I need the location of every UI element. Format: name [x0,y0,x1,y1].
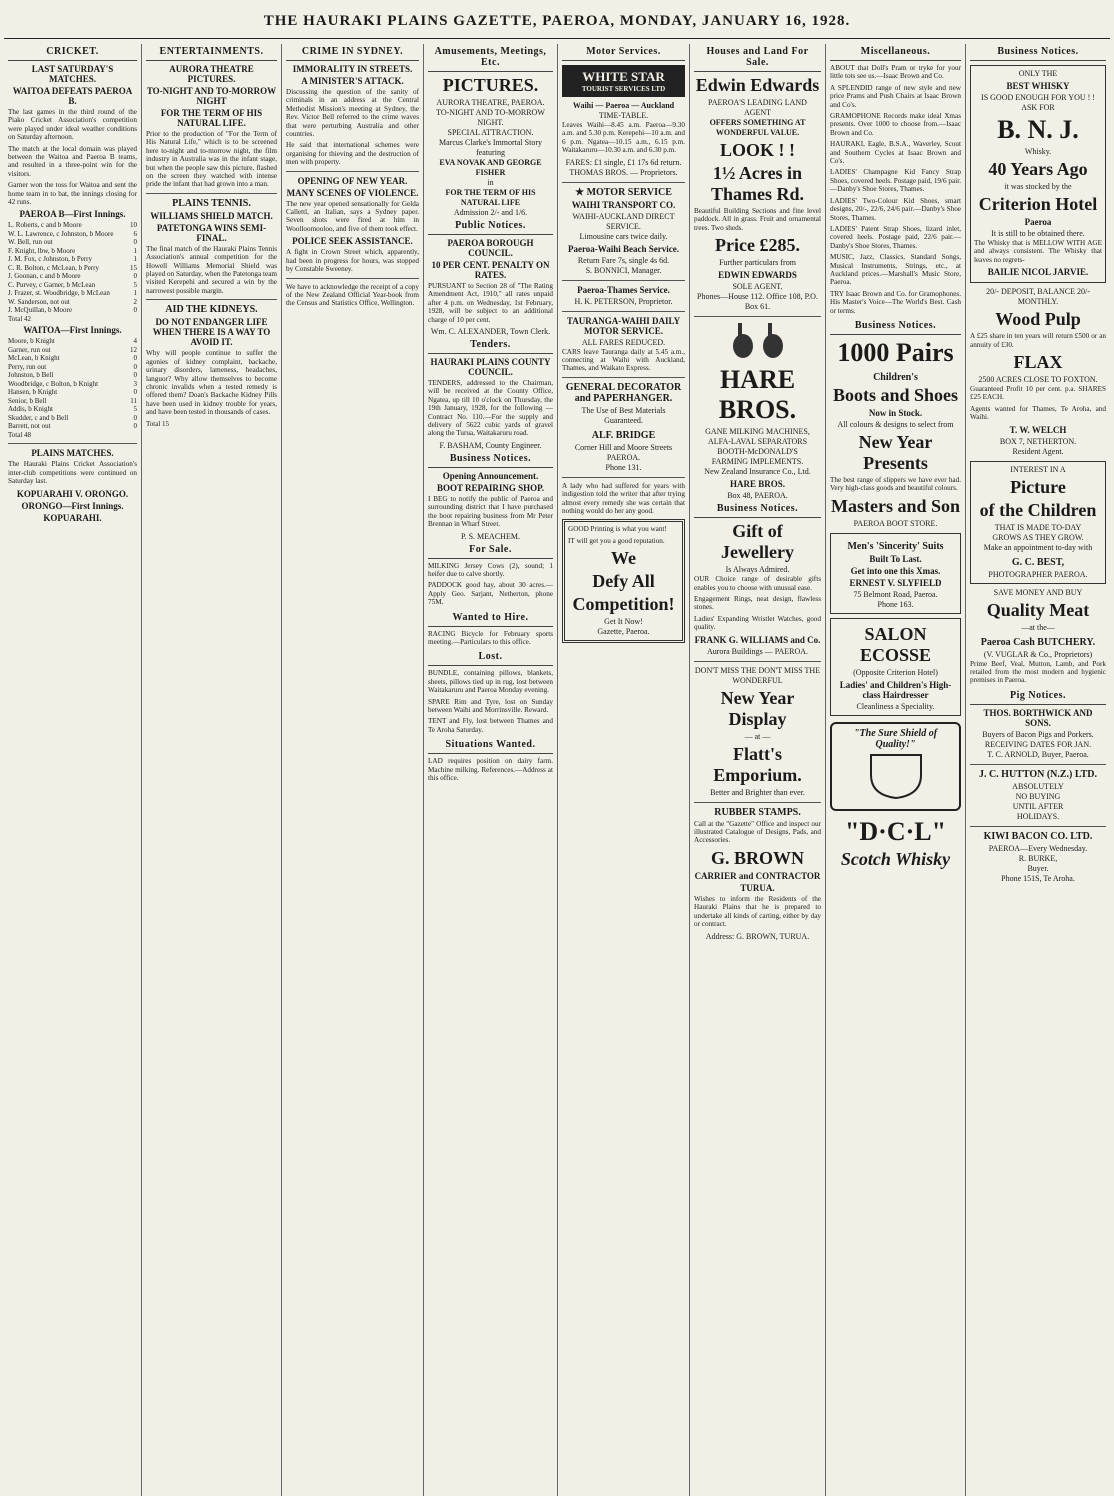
tender-text: TENDERS, addressed to the Chairman, will be received at the County Office, Ngatea, up till 10 o'clock on Thursday, the 19th January, 1928, for the following — Contract No. 110.—For the supply and delivery of 5622 cubic yards of gravel along the Turua, Waitakaruru road. [428,379,553,438]
story-line: Marcus Clarke's Immortal Story featuring [439,138,542,157]
runs: 0 [133,388,137,397]
guaranteed-text: Guaranteed Profit 10 per cent. p.a. SHARES £25 EACH. [970,385,1106,402]
at-the: —at the— [1021,622,1055,632]
batsman: Barrett, not out [8,422,51,431]
route-line: Waihi — Paeroa — Auckland [572,101,675,110]
quality-meat: Quality Meat [986,599,1090,620]
cricket-subheading: LAST SATURDAY'S MATCHES. [31,64,114,84]
batsman: C. R. Bolton, c McLean, b Perry [8,263,99,272]
misc-ad: LADIES' Two-Colour Kid Shoes, smart designs, 20/-, 22/6, 24/6 pair.—Danby's Shoe Stores, Thames. [830,196,961,222]
look-line: LOOK ! ! [720,140,795,160]
watches: Ladies' Expanding Wristlet Watches, good quality. [694,614,821,632]
film-heading: FOR THE TERM OF HIS NATURAL LIFE. [160,108,263,128]
no-buying: NO BUYING [1015,791,1061,801]
runs: 6 [133,229,137,238]
thomas-bros: THOMAS BROS. — Proprietors. [569,167,678,177]
column-entertainments [142,44,282,1496]
batsman: Senior, b Bell [8,396,47,405]
runs: 0 [133,422,137,431]
score-row [8,388,137,397]
shield-icon [866,750,926,800]
direct-service: WAIHI-AUCKLAND DIRECT SERVICE. [572,211,675,231]
batsman: Woodbridge, c Bolton, b Knight [8,379,99,388]
hare-bros-name: HARE BROS. [718,365,797,425]
shield-heading: WILLIAMS SHIELD MATCH. [150,210,273,221]
plains-tennis-heading: PLAINS TENNIS. [172,197,251,209]
timetable-heading: TIME-TABLE. [598,111,649,120]
innings-heading: PAEROA B—First Innings. [19,209,126,220]
column-misc [826,44,966,1496]
aurora-buildings: Aurora Buildings — PAEROA. [706,646,809,656]
runs: 15 [130,263,137,272]
brown-address: Address: G. BROWN, TURUA. [705,931,810,941]
bridge-address: Corner Hill and Moore Streets PAEROA. [574,442,673,462]
entertainments-heading: ENTERTAINMENTS. [146,44,277,61]
acres-text: Beautiful Building Sections and fine level paddock. All in grass. Fruit and ornamental trees. Two sheds. [694,207,821,232]
pursuant-text: PURSUANT to Section 28 of "The Rating Amendment Act, 1910," all rates unpaid after 4 p.m. on Wednesday, 1st February, 1928, will be subject to an additional charge of 10 per cent. [428,282,553,324]
misc-ad: A SPLENDID range of new style and new price Prams and Push Chairs at Isaac Brown and Co's. [830,83,961,109]
kidneys-paragraph: Why will people continue to suffer the agonies of kidney complaint, backache, urinary disorders, lameness, headaches, languor? Why allow themselves to become chronic invalids when a tested remedy is offered them? Doan's Backache Kidney Pills have been used in kidney trouble for years, and have been tested in thousands of cases. [146,349,277,417]
edwin-edwards-name: Edwin Edwards [695,75,820,95]
kopuarahi-heading: KOPUARAHI V. ORONGO. [16,488,129,499]
runs: 0 [133,272,137,281]
star-icon: ★ [575,186,587,198]
hutton-heading: J. C. HUTTON (N.Z.) LTD. [978,768,1098,780]
runs: 1 [133,255,137,264]
amusements-heading: Amusements, Meetings, Etc. [428,44,553,72]
scorecard-waitoa [8,337,137,431]
county-council: HAURAKI PLAINS COUNTY COUNCIL. [430,357,551,378]
runs: 0 [133,354,137,363]
admission: Admission 2/- and 1/6. [453,208,528,217]
public-notices-heading: Public Notices. [428,218,553,235]
wishes-text: Wishes to inform the Residents of the Hauraki Plains that he is prepared to undertake all kinds of carting, either by day or contract. [694,894,821,929]
score-row [8,230,137,239]
printing-ad: GOOD Printing is what you want! IT will get you a good reputation. We Defy All Competition! Get It Now! Gazette, Paeroa. [562,519,685,643]
score-row [8,272,137,281]
special-attraction: SPECIAL ATTRACTION. [447,128,534,137]
limousine: Limousine cars twice daily. [579,231,668,241]
score-row [8,371,137,380]
g-brown: G. BROWN [710,847,804,868]
runs: 0 [133,413,137,422]
sure-shield-badge: "The Sure Shield of Quality!" [830,722,961,811]
spare-ad: SPARE Rim and Tyre, lost on Sunday between Waihi and Morrinsville. Reward. [428,697,553,714]
score-row [8,255,137,264]
column-motor [558,44,690,1496]
police-heading: POLICE SEEK ASSISTANCE. [292,236,413,247]
batsman: J. Goonan, c and b Moore [8,272,81,281]
county-engineer: F. BASHAM, County Engineer. [439,440,542,450]
cricket-heading: CRICKET. [8,44,137,61]
showing-nights: TO-NIGHT AND TO-MORROW NIGHT. [436,108,545,127]
score-row [8,405,137,414]
score-row [8,298,137,307]
batsman: F. Knight, lbw, b Moore [8,246,76,255]
flatts: Flatt's Emporium. [713,743,802,785]
motor-service-heading: ★ MOTOR SERVICE [575,186,672,198]
yearbook-paragraph: We have to acknowledge the receipt of a copy of the New Zealand Official Year-book from the Census and Statistics Office, Wellington. [286,282,419,308]
business-notices-heading: Business Notices. [428,451,553,468]
all-colours: All colours & designs to select from [837,419,954,429]
business-notices-heading: Business Notices. [694,501,821,518]
indigestion-text: A lady who had suffered for years with indigestion told the writer that after trying almost every remedy she was certain that nothing would do her any good. [562,481,685,516]
innings-total: Total 48 [8,430,32,439]
film-stars: EVA NOVAK AND GEORGE FISHER [439,158,542,177]
penalty-heading: 10 PER CENT. PENALTY ON RATES. [431,260,550,280]
buyer: Buyer. [1027,863,1049,873]
pulp-text: A £25 share in ten years will return £500 or an annuity of £30. [970,332,1106,349]
alf-bridge: ALF. BRIDGE [591,429,656,441]
score-row [8,238,137,247]
immorality-heading: IMMORALITY IN STREETS. [292,64,413,74]
bundle-ad: BUNDLE, containing pillows, blankets, sheets, pillows tied up in rug, lost between Waitakaruru and Paeroa Monday evening. [428,669,553,695]
flax: FLAX [1013,352,1063,373]
runs: 5 [133,280,137,289]
paddock-ad: PADDOCK good hay, about 30 acres.—Apply Geo. Sarjant, Netherton, phone 75M. [428,581,553,607]
runs: 11 [130,396,137,405]
cars-text: CARS leave Tauranga daily at 5.45 a.m., connecting at Waihi with Auckland, Thames, and Waikato Express. [562,347,685,373]
cricket-match-heading: WAITOA DEFEATS PAEROA B. [12,86,133,106]
film-title: FOR THE TERM OF HIS NATURAL LIFE [445,188,536,207]
column-amusements [424,44,558,1496]
our-choice: OUR Choice range of desirable gifts enables you to choose with unusual ease. [694,575,821,592]
batsman: W. Bell, run out [8,238,53,247]
thames-service: Paeroa-Thames Service. [577,284,670,295]
resident-agent: Resident Agent. [1012,446,1064,456]
innings-heading: WAITOA—First Innings. [23,325,122,336]
absolutely: ABSOLUTELY [1012,781,1064,791]
column-houses [690,44,826,1496]
offers-line: OFFERS SOMETHING AT WONDERFUL VALUE. [709,118,806,137]
beach-fares: Return Fare 7s, single 4s 6d. [577,255,670,265]
batsman: C. Purvey, c Garner, b McLean [8,280,96,289]
runs: 1 [133,246,137,255]
batsman: McLean, b Knight [8,354,60,363]
nz-insurance: New Zealand Insurance Co., Ltd. [704,467,811,477]
misc-ad: LADIES' Champagne Kid Fancy Strap Shoes, covered heels. Postage paid, 19/6 pair.—Danby's Shoe Stores, Thames. [830,168,961,194]
price-line: Price £285. [715,235,800,256]
flax-sub: 2500 ACRES CLOSE TO FOXTON. [978,375,1098,385]
best-materials: The Use of Best Materials Guaranteed. [581,405,666,425]
rings: Engagement Rings, neat design, flawless stones. [694,595,821,612]
aurora-heading: AURORA THEATRE PICTURES. [169,64,254,84]
tent-ad: TENT and Fly, lost between Thames and Te Aroha Saturday. [428,717,553,734]
orongo-innings-heading: ORONGO—First Innings. [21,500,124,511]
reduced-fares: ALL FARES REDUCED. [581,337,666,347]
peterson: H. K. PETERSON, Proprietor. [574,296,673,306]
particulars-line: Further particulars from [719,258,796,268]
burke: R. BURKE, [1018,853,1058,863]
masters-sub: PAEROA BOOT STORE. [853,518,938,528]
new-year-display: New Year Display [720,687,795,729]
buyers-pigs: Buyers of Bacon Pigs and Porkers. [982,729,1094,739]
batsman: Garner, run out [8,345,51,354]
boots-shoes: Boots and Shoes [832,384,959,405]
alfa: ALFA-LAVAL SEPARATORS [707,437,808,447]
at-line: — at — [744,731,771,741]
police-paragraph: A fight in Crown Street which, apparently, had been in progress for hours, was stopped by Constable Sweeney. [286,248,419,274]
score-row [8,422,137,431]
misc-ad: GRAMOPHONE Records make ideal Xmas presents. Over 1000 to choose from.—Isaac Brown and Co. [830,112,961,137]
situations-heading: Situations Wanted. [428,737,553,754]
motor-services-heading: Motor Services. [562,44,685,61]
suits-ad: Men's 'Sincerity' Suits Built To Last. Get into one this Xmas. ERNEST V. SLYFIELD 75 Belmont Road, Paeroa. Phone 163. [830,533,961,614]
plains-paragraph: The Hauraki Plains Cricket Association's inter-club competitions were continued on Saturday last. [8,460,137,486]
score-row [8,346,137,355]
misc-ad: HAURAKI, Eagle, B.S.A., Waverley, Scout and Southern Cycles at Isaac Brown and Co's. [830,140,961,166]
edwin-edwards-footer: EDWIN EDWARDS [718,270,797,281]
runs: 0 [133,238,137,247]
bowling-total: Total 15 [146,419,170,428]
beach-service: Paeroa-Waihi Beach Service. [567,243,680,254]
tauranga-service: TAURANGA-WAIHI DAILY MOTOR SERVICE. [566,315,681,336]
score-row [8,247,137,256]
call-text: Call at the "Gazette" Office and inspect our illustrated Catalogue of Designs, Pads, and Accessories. [694,819,821,845]
batsman: J. Frazer, st. Woodbridge, b McLean [8,289,110,298]
score-row [8,306,137,315]
holidays: HOLIDAYS. [1016,811,1060,821]
williams-name: FRANK G. WILLIAMS and Co. [694,634,821,645]
hare-icon [723,321,793,361]
hare-box: Box 48, PAEROA. [727,491,788,501]
misc-ad: ABOUT that Doll's Pram or tryke for your little tots see us.—Isaac Brown and Co. [830,64,961,81]
minister-heading: A MINISTER'S ATTACK. [301,76,404,86]
score-row [8,281,137,290]
batsman: J. McQuillan, b Moore [8,306,72,315]
boot-shop-heading: BOOT REPAIRING SHOP. [436,482,545,493]
until-after: UNTIL AFTER [1012,801,1064,811]
better-line: Better and Brighter than ever. [710,787,805,797]
tennis-paragraph: The final match of the Hauraki Plains Tennis Association's annual competition for the Howell Williams Memorial Shield was played on Saturday, when the Patetonga team visited Kerepehi and secured a win by the narrowest possible margin. [146,244,277,295]
white-star-logo: WHITE STAR TOURIST SERVICES LTD [562,65,685,97]
runs: 4 [133,337,137,346]
runs: 2 [133,297,137,306]
save-money: SAVE MONEY AND BUY [993,587,1083,597]
tonight-heading: TO-NIGHT AND TO-MORROW NIGHT [146,86,277,106]
fares-text: FARES: £1 single, £1 17s 6d return. [565,157,682,167]
tenders-heading: Tenders. [428,337,553,354]
semi-final-heading: PATETONGA WINS SEMI-FINAL. [156,222,267,243]
batsman: W. L. Lawrence, c Johnston, b Moore [8,229,114,238]
column-crime [282,44,424,1496]
welch-name: T. W. WELCH [1009,424,1067,435]
wood-pulp: Wood Pulp [995,309,1081,330]
runs: 0 [133,362,137,371]
whisky-ad: ONLY THE BEST WHISKY IS GOOD ENOUGH FOR YOU ! ! ASK FOR B. N. J. Whisky. 40 Years Ago it was stocked by the Criterion Hotel Paeroa It is still to be obtained there. The Whisky that is MELLOW WITH AGE and always consistent. The Whisky that leaves no regrets- BAILIE NICOL JARVIE. [970,65,1106,283]
gift-heading: Gift of Jewellery [721,521,794,563]
meachem-signature: P. S. MEACHEM. [461,531,520,541]
lost-heading: Lost. [428,649,553,666]
batsman: Johnston, b Bell [8,371,54,380]
wanted-heading: Wanted to Hire. [428,610,553,627]
town-clerk: Wm. C. ALEXANDER, Town Clerk. [430,327,551,337]
cricket-paragraph: Garner won the toss for Waitoa and sent the home team in to bat, the innings closing for 42 runs. [8,181,137,207]
batsman: Perry, run out [8,362,47,371]
pig-notices-heading: Pig Notices. [970,688,1106,705]
cricket-paragraph: The last games in the third round of the Piako Cricket Association's competition were played under ideal weather conditions on Saturday afternoon. [8,108,137,142]
new-year-heading: OPENING OF NEW YEAR. [297,175,408,186]
deposit-line: 20/- DEPOSIT, BALANCE 20/- MONTHLY. [986,287,1090,307]
admired: Is Always Admired. [725,565,790,575]
batsman: W. Sanderson, not out [8,297,70,306]
sole-agent: SOLE AGENT. [732,282,783,292]
runs: 5 [133,405,137,414]
booth: BOOTH-McDONALD'S [717,447,798,457]
leaves-text: Leaves Waihi—8.45 a.m. Paeroa—9.30 a.m. and 5.30 p.m. Kerepehi—10 a.m. and 6 p.m. Ngatea—10.15 a.m., 6.15 p.m. Waitakaruru—10.30 a.m. and 6.30 p.m. [562,121,685,155]
kidneys-subheading: DO NOT ENDANGER LIFE WHEN THERE IS A WAY TO AVOID IT. [152,317,271,348]
scotch-whisky: Scotch Whisky [840,848,951,869]
crime-heading: CRIME IN SYDNEY. [286,44,419,61]
runs: 10 [130,221,137,230]
runs: 0 [133,371,137,380]
runs: 3 [133,379,137,388]
plains-matches-heading: PLAINS MATCHES. [31,448,114,459]
score-row [8,289,137,298]
theatre-name: AURORA THEATRE, PAEROA. [436,98,545,107]
presents-text: The best range of slippers we have ever had. Very high-class goods and beautiful colours. [830,475,961,493]
scorecard-paeroa [8,221,137,315]
welch-box: BOX 7, NETHERTON. [999,436,1077,446]
boot-shop-text: I BEG to notify the public of Paeroa and surrounding district that I have purchased the boot repairing business from Mr Peter Brennan in Wharf Street. [428,494,553,529]
acres-headline: 1½ Acres in Thames Rd. [710,163,804,204]
score-row [8,221,137,230]
score-row [8,337,137,346]
misc-ad: LADIES' Patent Strap Shoes, lizard inlet, covered heels. Postage paid, 22/6 pair.—Danby's Shoe Stores, Thames. [830,224,961,250]
batsman: Addis, b Knight [8,405,53,414]
carrier: CARRIER and CONTRACTOR [694,870,821,881]
photographer-ad: INTEREST IN A Picture of the Children THAT IS MADE TO-DAY GROWS AS THEY GROW. Make an appointment to-day with G. C. BEST, PHOTOGRAPHER PAEROA. [970,461,1106,584]
batsman: J. M. Fox, c Johnston, b Perry [8,255,93,264]
business-notices-heading: Business Notices. [970,44,1106,61]
farming: FARMING IMPLEMENTS. [711,457,804,467]
new-year-presents: New Year Presents [858,431,933,473]
violence-paragraph: The new year opened sensationally for Gelda Callettl, an Italian, says a Sydney paper. Seven shots were fired at him in Woolloomooloo, and five of them took effect. [286,199,419,233]
land-agent: PAEROA'S LEADING LAND AGENT [708,98,807,117]
milking-ad: MILKING Jersey Cows (2), sound; 1 heifer due to calve shortly. [428,561,553,578]
salon-ad: SALON ECOSSE (Opposite Criterion Hotel) Ladies' and Children's High-class Hairdresser Cleanliness a Speciality. [830,618,961,716]
lad-ad: LAD requires position on dairy farm. Machine milking. References.—Address at this office. [428,757,553,782]
bonnici-manager: S. BONNICI, Manager. [585,265,662,275]
batsman: Moore, b Knight [8,337,55,346]
misc-ad: MUSIC, Jazz, Classics, Standard Songs, Musical Instruments, Strings, etc., at Auckland prices.—Marshall's Music Store, Paeroa. [830,253,961,287]
for-sale-heading: For Sale. [428,542,553,559]
houses-heading: Houses and Land For Sale. [694,44,821,72]
kopuarahi-subheading: KOPUARAHI. [43,512,102,523]
opening-announcement: Opening Announcement. [442,470,539,481]
masthead: THE HAURAKI PLAINS GAZETTE, PAEROA, MONDAY, JANUARY 16, 1928. [4,4,1110,39]
score-row [8,414,137,423]
prime-beef: Prime Beef, Veal, Mutton, Lamb, and Pork retailed from the most modern and hygienic premises in Paeroa. [970,659,1106,685]
kiwi-bacon: KIWI BACON CO. LTD. [983,830,1093,842]
hare-bros-logo [694,321,821,361]
violence-heading: MANY SCENES OF VIOLENCE. [286,187,419,198]
score-row [8,354,137,363]
phone-te-aroha: Phone 151S, Te Aroha. [1001,873,1075,883]
runs: 1 [133,289,137,298]
batsman: Hansen, b Knight [8,388,58,397]
score-row [8,380,137,389]
pictures-heading: PICTURES. [442,75,539,95]
dont-miss: DON'T MISS THE DON'T MISS THE WONDERFUL [694,665,821,685]
batsman: Skudder, c and b Bell [8,413,69,422]
kiwi-text: PAEROA—Every Wednesday. [988,843,1088,853]
arnold-buyer: T. C. ARNOLD, Buyer, Paeroa. [987,749,1089,759]
now-in-stock: Now in Stock. [868,407,923,418]
kidneys-heading: AID THE KIDNEYS. [165,304,258,316]
film-in: in [487,178,494,187]
bridge-phone: Phone 131. [605,462,642,472]
batsman: L. Roberts, c and b Moore [8,221,82,230]
borough-council: PAEROA BOROUGH COUNCIL. [447,238,534,258]
receiving-dates: RECEIVING DATES FOR JAN. [984,739,1092,749]
turua: TURUA. [740,882,775,893]
rubber-stamps: RUBBER STAMPS. [714,806,801,818]
borthwick: THOS. BORTHWICK AND SONS. [983,707,1093,728]
hare-bros-footer: HARE BROS. [729,479,785,490]
columns [4,44,1110,1496]
agents-text: Agents wanted for Thames, Te Aroha, and Waihi. [970,404,1106,422]
score-row [8,264,137,273]
misc-heading: Miscellaneous. [830,44,961,61]
runs: 12 [130,345,137,354]
gane: GANE MILKING MACHINES, [705,427,810,437]
waihi-transport: WAIHI TRANSPORT CO. [571,199,676,210]
score-row [8,397,137,406]
dcl-logo: "D·C·L" [844,816,947,846]
vuglar: (V. VUGLAR & Co., Proprietors) [983,649,1093,659]
crime-paragraph: Discussing the question of the sanity of criminals in an address at the Central Methodist Mission's meeting at Sydney, the Rev. Victor Bell referred to the crime waves that were perturbing Australia and other countries. [286,88,419,139]
crime-paragraph: He said that international schemes were organising for thieving and the destruction of men with property. [286,141,419,167]
business-notices-heading: Business Notices. [830,318,961,335]
masters-son: Masters and Son [830,495,960,516]
childrens: Children's [873,371,918,383]
score-row [8,363,137,372]
pairs-headline: 1000 Pairs [837,337,954,367]
column-business [966,44,1110,1496]
decorator-heading: GENERAL DECORATOR and PAPERHANGER. [565,381,682,404]
phones-line: Phones—House 112. Office 108, P.O. Box 61. [697,292,818,312]
runs: 0 [133,306,137,315]
film-paragraph: Prior to the production of "For the Term of His Natural Life," which is to be screened here to-night and to-morrow night, the film industry in Australia was in the infant stage, but when the people saw this picture, flashed on the screen they watched with intense pride the infant that had grown into a man. [146,130,277,189]
cricket-paragraph: The match at the local domain was played between the Waitoa and Paeroa B teams, and resulted in a three-point win for the visitors. [8,144,137,178]
innings-total: Total 42 [8,314,32,323]
column-cricket [4,44,142,1496]
cash-butchery: Paeroa Cash BUTCHERY. [980,636,1096,648]
misc-ad: TRY Isaac Brown and Co. for Gramophones. His Master's Voice—The World's Best. Cash or terms. [830,289,961,315]
racing-ad: RACING Bicycle for February sports meeting.—Particulars to this office. [428,629,553,646]
